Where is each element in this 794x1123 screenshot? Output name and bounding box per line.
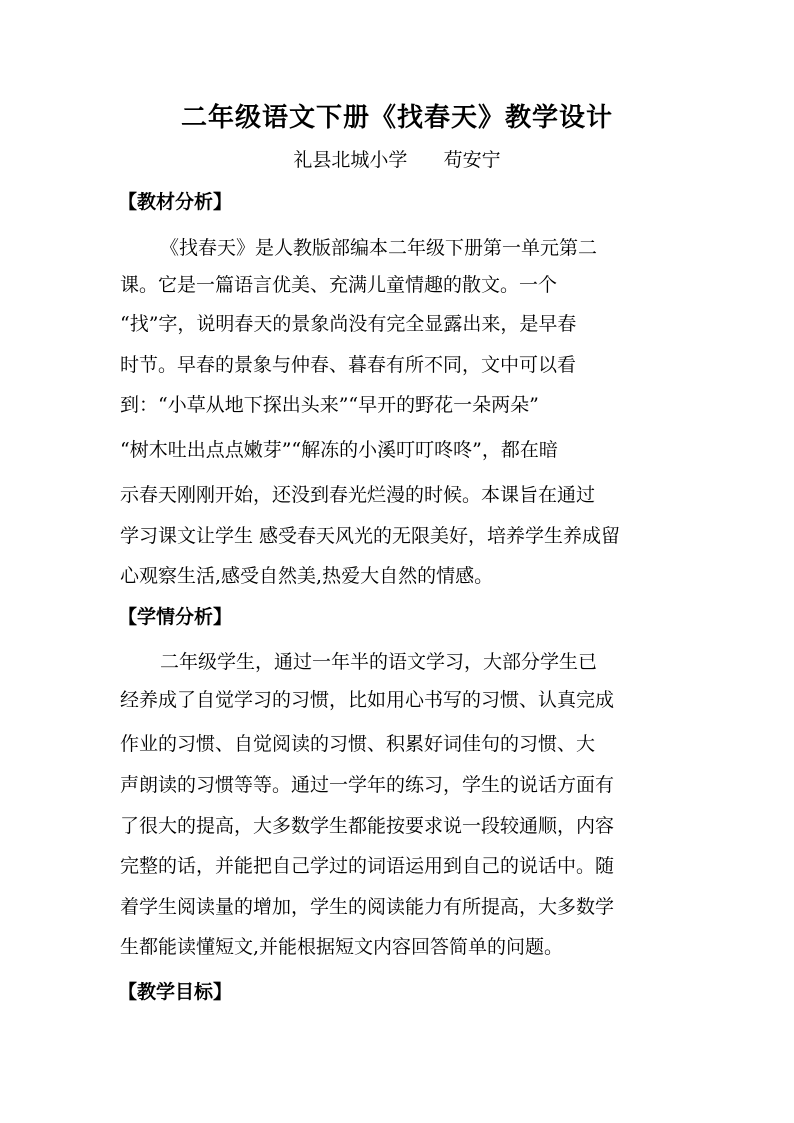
author-line: 礼县北城小学 苟安宁 <box>293 149 501 171</box>
paragraph-line: 了很大的提高，大多数学生都能按要求说一段较通顺，内容 <box>120 815 615 837</box>
paragraph-line: 心观察生活,感受自然美,热爱大自然的情感。 <box>120 565 494 587</box>
paragraph-line: 着学生阅读量的增加，学生的阅读能力有所提高，大多数学 <box>120 896 615 918</box>
paragraph-line: 生都能读懂短文,并能根据短文内容回答简单的问题。 <box>120 936 564 958</box>
paragraph-line: 学习课文让学生 感受春天风光的无限美好，培养学生养成留 <box>120 525 621 547</box>
paragraph-line: “找”字，说明春天的景象尚没有完全显露出来，是早春 <box>120 313 577 335</box>
paragraph-line: 经养成了自觉学习的习惯，比如用心书写的习惯、认真完成 <box>120 689 615 711</box>
paragraph-line: 示春天刚刚开始，还没到春光烂漫的时候。本课旨在通过 <box>120 484 596 506</box>
paragraph-line: 声朗读的习惯等等。通过一学年的练习，学生的说话方面有 <box>120 774 615 796</box>
section-heading-student-analysis: 【学情分析】 <box>118 606 233 628</box>
paragraph-line: 课。它是一篇语言优美、充满儿童情趣的散文。一个 <box>120 274 558 296</box>
paragraph-line: 到：“小草从地下探出头来”“早开的野花一朵两朵” <box>120 394 539 416</box>
section-heading-teaching-goals: 【教学目标】 <box>118 981 233 1003</box>
paragraph-line: 时节。早春的景象与仲春、暮春有所不同，文中可以看 <box>120 354 577 376</box>
section-heading-textbook-analysis: 【教材分析】 <box>118 191 233 213</box>
paragraph-line: 二年级学生，通过一年半的语文学习，大部分学生已 <box>160 651 598 673</box>
paragraph-line: 《找春天》是人教版部编本二年级下册第一单元第二 <box>160 237 598 259</box>
paragraph-line: “树木吐出点点嫩芽”“解冻的小溪叮叮咚咚”，都在暗 <box>120 439 558 461</box>
page-title: 二年级语文下册《找春天》教学设计 <box>180 103 613 133</box>
paragraph-line: 完整的话，并能把自己学过的词语运用到自己的说话中。随 <box>120 855 615 877</box>
paragraph-line: 作业的习惯、自觉阅读的习惯、积累好词佳句的习惯、大 <box>120 733 596 755</box>
